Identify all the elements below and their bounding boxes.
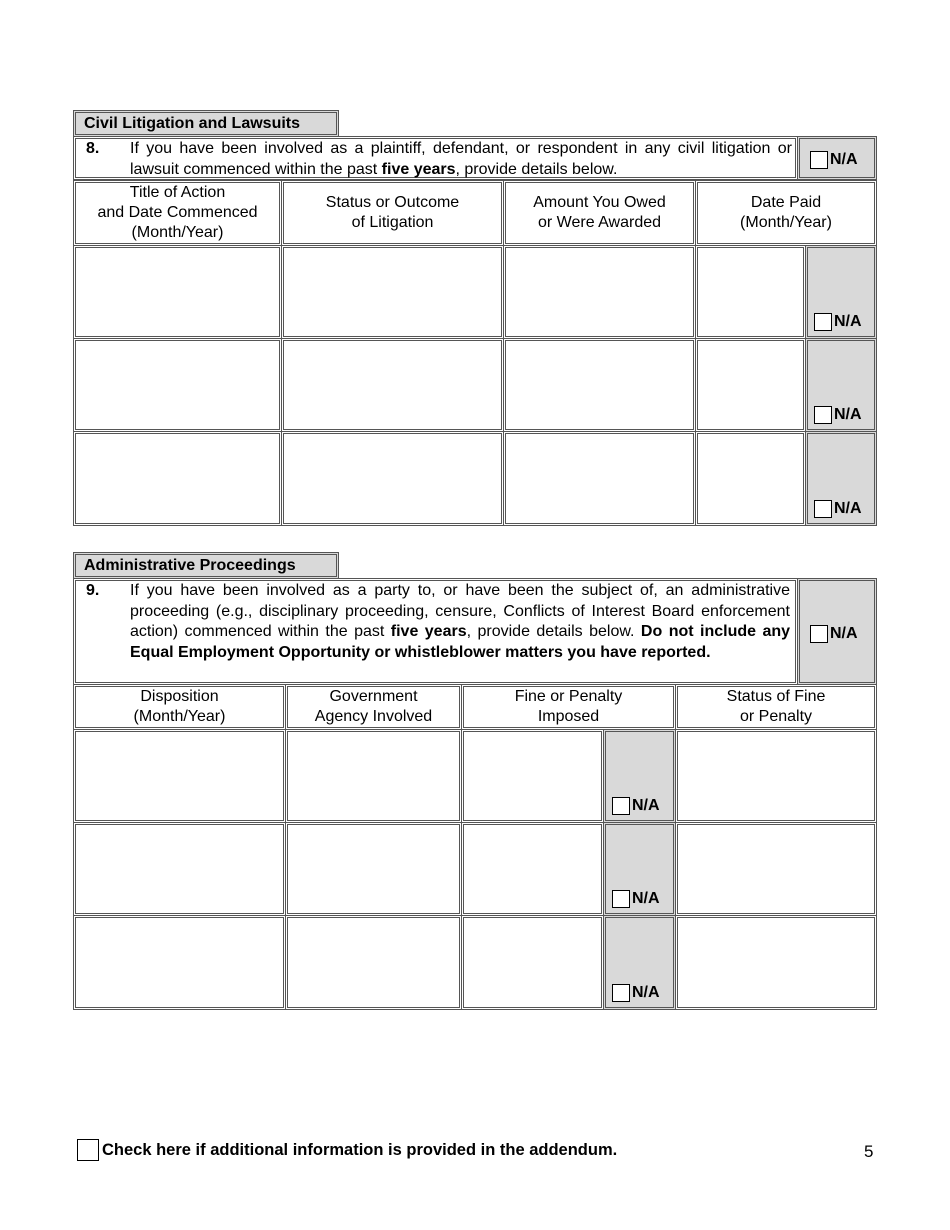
admin-cell-disposition[interactable] — [73, 729, 286, 823]
na-label: N/A — [830, 625, 858, 642]
question-number: 9. — [86, 582, 100, 599]
checkbox[interactable] — [814, 313, 832, 331]
question-text — [130, 139, 792, 180]
header-line: and Date Commenced — [97, 204, 258, 221]
checkbox[interactable] — [810, 625, 828, 643]
addendum-label: Check here if additional information is provided in the addendum. — [102, 1140, 618, 1159]
question-text-part: , provide details below. — [455, 160, 618, 178]
admin-cell-agency[interactable] — [285, 915, 462, 1010]
admin-cell-agency[interactable] — [285, 729, 462, 823]
civil-col-header-title — [73, 180, 282, 246]
checkbox[interactable] — [814, 500, 832, 518]
civil-cell-amount[interactable] — [503, 431, 696, 526]
civil-cell-status[interactable] — [281, 245, 504, 339]
admin-cell-fine[interactable] — [461, 822, 604, 916]
civil-cell-amount[interactable] — [503, 245, 696, 339]
na-label: N/A — [830, 151, 858, 168]
na-label: N/A — [632, 890, 660, 907]
header-line: (Month/Year) — [133, 708, 226, 725]
civil-cell-status[interactable] — [281, 431, 504, 526]
civil-section-title-text: Civil Litigation and Lawsuits — [84, 115, 301, 132]
admin-cell-status[interactable] — [675, 915, 877, 1010]
question-text — [130, 581, 790, 663]
question-text-part: , provide details below. — [466, 623, 635, 640]
civil-col-header-amount — [503, 180, 696, 246]
question-text-bold: Do not include any Equal Employment Opportunity or whistleblower matters you have reported. — [130, 623, 791, 661]
admin-cell-status[interactable] — [675, 729, 877, 823]
admin-row-na[interactable] — [603, 729, 676, 823]
admin-cell-status[interactable] — [675, 822, 877, 916]
civil-cell-amount[interactable] — [503, 338, 696, 432]
na-label: N/A — [834, 406, 862, 423]
checkbox[interactable] — [612, 890, 630, 908]
admin-cell-fine[interactable] — [461, 729, 604, 823]
header-line: Imposed — [537, 708, 600, 725]
admin-col-header-status — [675, 684, 877, 730]
na-label: N/A — [632, 984, 660, 1001]
civil-question-na[interactable] — [797, 136, 877, 180]
civil-cell-title[interactable] — [73, 431, 282, 526]
admin-question-na[interactable] — [797, 578, 877, 685]
question-text-bold: five years — [381, 160, 456, 178]
checkbox[interactable] — [612, 984, 630, 1002]
admin-section-title-text: Administrative Proceedings — [84, 557, 296, 574]
admin-cell-fine[interactable] — [461, 915, 604, 1010]
civil-cell-title[interactable] — [73, 338, 282, 432]
addendum-checkbox[interactable] — [77, 1139, 99, 1161]
page-number: 5 — [864, 1142, 874, 1161]
header-line: or Penalty — [739, 708, 813, 725]
header-line: or Were Awarded — [537, 214, 662, 231]
checkbox[interactable] — [612, 797, 630, 815]
question-number: 8. — [86, 140, 100, 157]
civil-question — [73, 136, 798, 180]
header-line: Agency Involved — [314, 708, 433, 725]
header-line: (Month/Year) — [131, 224, 224, 241]
civil-cell-date-paid[interactable] — [695, 431, 806, 526]
admin-cell-disposition[interactable] — [73, 915, 286, 1010]
question-text-part: If you have been involved as a plaintiff, defendant, or respondent in any civil litigation or lawsuit commenced within the past — [130, 140, 792, 178]
admin-section-title — [73, 552, 339, 579]
header-line: Status or Outcome — [325, 194, 460, 211]
header-line: Amount You Owed — [533, 194, 666, 211]
admin-cell-disposition[interactable] — [73, 822, 286, 916]
admin-col-header-disposition — [73, 684, 286, 730]
addendum-row — [77, 1139, 617, 1161]
civil-row-na[interactable] — [805, 338, 877, 432]
admin-row-na[interactable] — [603, 915, 676, 1010]
admin-col-header-fine — [461, 684, 676, 730]
header-line: (Month/Year) — [740, 214, 832, 231]
admin-row-na[interactable] — [603, 822, 676, 916]
header-line: Status of Fine — [726, 688, 826, 705]
na-label: N/A — [834, 313, 862, 330]
civil-cell-date-paid[interactable] — [695, 338, 806, 432]
civil-row-na[interactable] — [805, 431, 877, 526]
checkbox[interactable] — [814, 406, 832, 424]
civil-row-na[interactable] — [805, 245, 877, 339]
civil-col-header-date-paid — [695, 180, 877, 246]
header-line: Fine or Penalty — [514, 688, 623, 705]
civil-cell-date-paid[interactable] — [695, 245, 806, 339]
header-line: Disposition — [140, 688, 219, 705]
civil-cell-title[interactable] — [73, 245, 282, 339]
question-text-part: If you have been involved as a party to, or have been the subject of, an administrative proceeding (e.g., disciplinary proceeding, censure, Conflicts of Interest Board enforcement action) commenced within the past — [130, 582, 790, 640]
admin-question — [73, 578, 798, 685]
question-text-bold: five years — [390, 623, 467, 640]
header-line: Title of Action — [129, 184, 226, 201]
civil-cell-status[interactable] — [281, 338, 504, 432]
header-line: Date Paid — [750, 194, 822, 211]
civil-col-header-status — [281, 180, 504, 246]
civil-section-title — [73, 110, 339, 137]
na-label: N/A — [834, 500, 862, 517]
admin-cell-agency[interactable] — [285, 822, 462, 916]
header-line: Government — [329, 688, 418, 705]
checkbox[interactable] — [810, 151, 828, 169]
na-label: N/A — [632, 797, 660, 814]
admin-col-header-agency — [285, 684, 462, 730]
header-line: of Litigation — [351, 214, 434, 231]
